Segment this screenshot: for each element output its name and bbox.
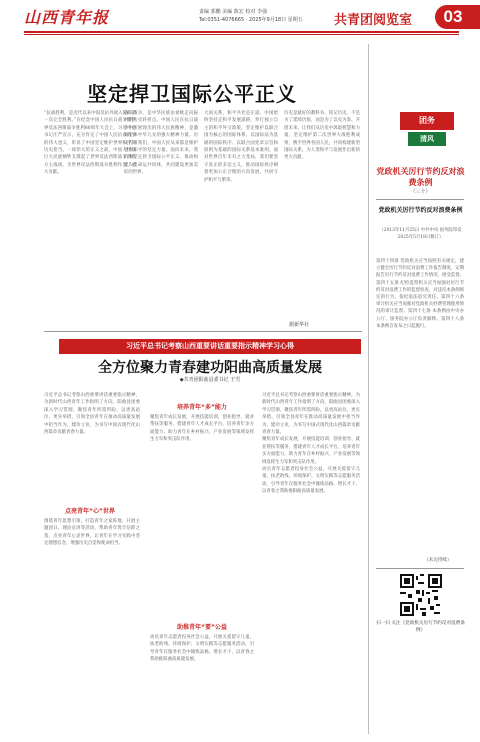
header-meta: [199, 8, 303, 24]
sidebar-body: 第四十四条 党政机关应当按照有关规定，建立健全厉行节约反对浪费工作报告制度，定期报告厉行节约反对浪费工作情况，接受监督。第四十五条 纪检监察机关应当加强对厉行节约反对浪费工作的监督检查，对违反本条例规定的行为，依纪依法追究责任。第四十六条 审计机关应当加强对党政机关经费管理使用情况的审计监督。第四十七条 本条例由中央办公厅、国务院办公厅负责解释。第四十八条 本条例自发布之日起施行。: [376, 259, 464, 329]
article2-column-1: [44, 392, 140, 502]
header-rule-thin: [24, 34, 459, 35]
sidebar-rule: [376, 199, 464, 200]
qr-caption: 扫一扫 关注《党政机关厉行节约反对浪费条例》: [376, 621, 465, 633]
article2-col-text: 聚焦青年成长发展，开展技能培训、创业指导、就业帮扶等服务，搭建青年人才成长平台，培养青年多方面能力，助力青年在乡村振兴、产业发展等领域发挥生力军和突击队作用。: [262, 437, 360, 465]
article2-column-3: [262, 392, 360, 728]
article2-title: 全方位聚力青春建功阳曲高质量发展: [98, 360, 322, 376]
badge-top: 团务: [400, 112, 454, 130]
sidebar-title: 党政机关厉行节约反对浪费条例: [376, 167, 465, 187]
article1-column-1: [44, 110, 136, 318]
sidebar-rule-bottom: [376, 568, 464, 569]
article1-column-3: [204, 110, 278, 318]
qr-code-icon[interactable]: [400, 574, 442, 616]
article2-column-1b: [44, 518, 140, 728]
article1-col-text: 大国关系，和平共处是正道。中国始终坚持走和平发展道路，奉行独立自主的和平外交政策，坚定维护以联合国为核心的国际体系、以国际法为基础的国际秩序、以联合国宪章宗旨和原则为基础的国际关系基本准则。面对世界百年未有之大变局，我们要坚守真正的多边主义，推动国际秩序朝着更加公正合理的方向发展，共同守护和平与繁荣。: [204, 111, 278, 183]
article2-subhead-2: 培养青年“多”能力: [177, 404, 227, 411]
sidebar-subtitle: （三十）: [410, 189, 431, 195]
article1-column-4: [284, 110, 360, 318]
article1-title: 坚定捍卫国际公平正义: [87, 82, 297, 106]
article2-col-text: 围绕青年思想引领，打造青年之家阵地，开展主题团日、理论宣讲等活动，帮助青年筑牢信仰之基，点亮青年心灵世界，让青年在学习实践中坚定理想信念，增强历史自觉和使命担当。: [44, 519, 140, 547]
badge-bottom: 清风: [408, 132, 446, 146]
page-number: 03: [435, 5, 471, 29]
article-divider: [44, 331, 362, 332]
section-title: 共青团阅览室: [334, 13, 413, 28]
article1-col-text: “抗战胜利，是近代以来中国反抗外敌入侵的第一次完全胜利。”在纪念中国人民抗日战争暨世界反法西斯战争胜利80周年大会上，习近平总书记庄严宣示，充分肯定了中国人民抗日战争的伟大意义，彰显了中国坚定维护世界和平的历史担当。一场伟大的正义之战，中国人民以巨大民族牺牲支撑起了世界反法西斯战争的东方主战场，为世界反法西斯战争胜利作出了重大贡献。: [44, 111, 136, 176]
header-rule: [24, 31, 459, 33]
article1-source: 据新华社: [289, 322, 310, 328]
article2-col-text: 习近平总书记考察山西重要讲话重要指示精神，为新时代山西青年工作指明了方向。阳曲县团委深入学习贯彻，聚焦青年所需所盼，以更高站位、更实举措，引领全县青年在推动高质量发展中担当作为、建功立业，为书写中国式现代化山西篇章贡献青春力量。: [44, 393, 140, 436]
article2-col-text: 聚焦青年成长发展，开展技能培训、创业指导、就业帮扶等服务，搭建青年人才成长平台，培养青年多方面能力，助力青年在乡村振兴、产业发展等领域发挥生力军和突击队作用。: [150, 415, 254, 443]
article2-column-2: [150, 414, 254, 614]
sidebar-meta: （2013年11月25日 中共中央 国务院印发 2025年5月18日修订）: [379, 228, 462, 240]
sidebar-to-be-continued: （未完待续）: [424, 558, 452, 563]
masthead: [24, 5, 470, 31]
article1-column-2: [124, 110, 198, 318]
sidebar-badge: [400, 112, 454, 152]
newspaper-logo: 山西青年报: [24, 8, 110, 27]
article2-col-text: 动员青年志愿者投身社会公益，开展关爱留守儿童、扶老助残、环境保护、文明实践等志愿服务活动，引导青年在服务社会中锤炼品格、增长才干，以青春之我助推阳曲高质量发展。: [262, 467, 360, 495]
article2-banner: 习近平总书记考察山西重要讲话重要指示精神学习心得: [59, 339, 361, 354]
column-divider: [368, 44, 369, 734]
page-number-tab: [471, 5, 480, 29]
header-meta-line2: Tel:0351-4076665 · 2025年9月18日 星期五: [199, 17, 303, 23]
article2-column-2b: [150, 634, 254, 730]
article2-byline: ◆共青团阳曲县委书记 王雪: [179, 377, 241, 383]
header-meta-line1: 责编 郭鹏 美编 陈宏 校对 李强: [199, 9, 267, 15]
article2-subhead-1: 点亮青年“心”世界: [65, 508, 115, 515]
article2-col-text: 动员青年志愿者投身社会公益，开展关爱留守儿童、扶老助残、环境保护、文明实践等志愿服务活动，引导青年在服务社会中锤炼品格、增长才干，以青春之我助推阳曲高质量发展。: [150, 635, 254, 663]
article1-col-text: 历史是最好的教科书。铭记历史，不是为了延续仇恨，而是为了以史为鉴、开创未来。让我们从历史中汲取智慧和力量，坚定维护第二次世界大战胜利成果，携手世界各国人民，共同构建新型国际关系，为人类和平与发展作出新的更大贡献。: [284, 111, 360, 161]
sidebar-heading: 党政机关厉行节约反对浪费条例: [378, 207, 463, 214]
article1-col-text: 抗日战争，是中华民族由衰败走向振兴的历史转折点。中国人民在抗日战争中所展现出的伟大民族精神，是激励全体中华儿女的强大精神力量。历史告诉我们，中国人民从来都是维护世界和平的坚定力量。面向未来，我们要坚定捍卫国际公平正义，推动构建人类命运共同体，共同建设更加美好的世界。: [124, 111, 198, 176]
article2-col-text: 习近平总书记考察山西重要讲话重要指示精神，为新时代山西青年工作指明了方向。阳曲县团委深入学习贯彻，聚焦青年所需所盼，以更高站位、更实举措，引领全县青年在推动高质量发展中担当作为、建功立业，为书写中国式现代化山西篇章贡献青春力量。: [262, 393, 360, 436]
article2-subhead-3: 助推青年“要”公益: [177, 624, 227, 631]
